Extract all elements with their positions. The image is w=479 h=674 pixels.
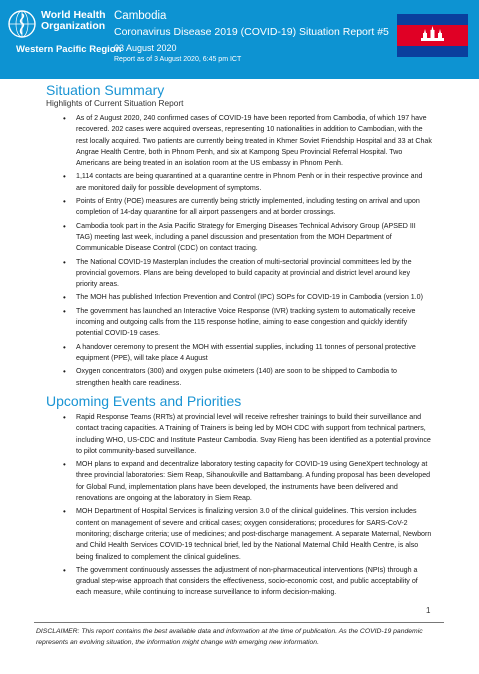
list-item: • The government continuously assesses the adjustment of non-pharmaceutical interventions (NPIs) through a gradual step-wise approach that considers the effectiveness, socio-economic cost, and public acceptability of each measure, while continuing to increase surveillance to inform decision-making.: [76, 565, 432, 599]
list-item: • Points of Entry (POE) measures are currently being strictly implemented, including testing on arrival and upon completion of 14-day quarantine for all airport passengers and at border crossings.: [76, 196, 432, 219]
list-item: • MOH Department of Hospital Services is finalizing version 3.0 of the clinical guidelines. This version includes content on management of severe and critical cases; oxygen considerations; procedures for SARS-CoV-2 monitoring; discharge criteria; use of medicines; and post-discharge management. A separate Maternal, Newborn and Child Health Services COVID-19 technical brief, led by the National Maternal Child Health Centre, is also being finalized to complement the clinical guidelines.: [76, 506, 432, 562]
footer-divider: [34, 622, 444, 623]
disclaimer-text: DISCLAIMER: This report contains the best available data and information at the time of publication. As the COVID-19 pandemic represents an evolving situation, the information might change with emerging new information.: [36, 628, 423, 646]
situation-summary-subtitle: Highlights of Current Situation Report: [46, 98, 184, 108]
report-header: [0, 0, 479, 79]
upcoming-events-heading: Upcoming Events and Priorities: [46, 393, 242, 409]
list-item: • Cambodia took part in the Asia Pacific Strategy for Emerging Diseases Technical Advisory Group (APSED III TAG) meeting last week, including a panel discussion and presentation from the MOH Department of Communicable Disease Control (CDC) on contact tracing.: [76, 221, 432, 255]
upcoming-bullet-list: [76, 412, 432, 601]
country-name: Cambodia: [114, 10, 167, 22]
list-item: • As of 2 August 2020, 240 confirmed cases of COVID-19 have been reported from Cambodia, of which 197 have recovered. 202 cases were acquired overseas, representing 10 nationalities in addition to Cambodian, with the rest locally acquired. Two patients are currently being treated in Khmer Soviet Friendship Hospital and 33 at Chak Angrae Health Centre, both in Phnom Penh, and six at Kampong Speu Provincial Referral Hospital. Two Americans are being treated in an isolation room at the US embassy in Phnom Penh.: [76, 113, 432, 169]
who-emblem-icon: [7, 9, 37, 39]
list-item: • MOH plans to expand and decentralize laboratory testing capacity for COVID-19 using GeneXpert technology at three provincial laboratories: Siem Reap, Sihanoukville and Battambang. A funding proposal has been developed for Global Fund, implementation plans have been developed, the instruments have been delivered and renovations are ongoing at the laboratory in Siem Reap.: [76, 459, 432, 504]
report-as-of: Report as of 3 August 2020, 6:45 pm ICT: [114, 56, 242, 63]
page-number: 1: [426, 606, 431, 615]
list-item: • The government has launched an Interactive Voice Response (IVR) tracking system to automatically receive incoming and outgoing calls from the 115 response hotline, aiming to ease congestion and quickly identify potential COVID-19 cases.: [76, 306, 432, 340]
cambodia-flag-icon: [397, 14, 468, 57]
org-region: Western Pacific Region: [16, 44, 122, 55]
list-item: • The National COVID-19 Masterplan includes the creation of multi-sectorial provincial committees led by the provincial governors. Plans are being developed to build capacity at provincial and district level around key priority areas.: [76, 257, 432, 291]
list-item: • Rapid Response Teams (RRTs) at provincial level will receive refresher trainings to build their surveillance and contact tracing capacities. A Training of Trainers is being led by MOH CDC with support from technical partners, including WHO, US-CDC and Institute Pasteur Cambodia. Svay Rieng has been identified as a potential province to pilot community-based surveillance.: [76, 412, 432, 457]
list-item: • Oxygen concentrators (300) and oxygen pulse oximeters (140) are soon to be shipped to Cambodia to strengthen health care readiness.: [76, 366, 432, 389]
report-date: 03 August 2020: [114, 43, 177, 53]
list-item: • The MOH has published Infection Prevention and Control (IPC) SOPs for COVID-19 in Cambodia (version 1.0): [76, 292, 432, 303]
report-title: Coronavirus Disease 2019 (COVID-19) Situation Report #5: [114, 26, 389, 38]
list-item: • A handover ceremony to present the MOH with essential supplies, including 11 tonnes of personal protective equipment (PPE), will take place 4 August: [76, 342, 432, 365]
org-name: World Health Organization: [41, 9, 106, 32]
list-item: • 1,114 contacts are being quarantined at a quarantine centre in Phnom Penh or in their respective province and are monitored daily for possible development of symptoms.: [76, 171, 432, 194]
situation-summary-heading: Situation Summary: [46, 82, 165, 98]
situation-bullet-list: [76, 113, 432, 391]
